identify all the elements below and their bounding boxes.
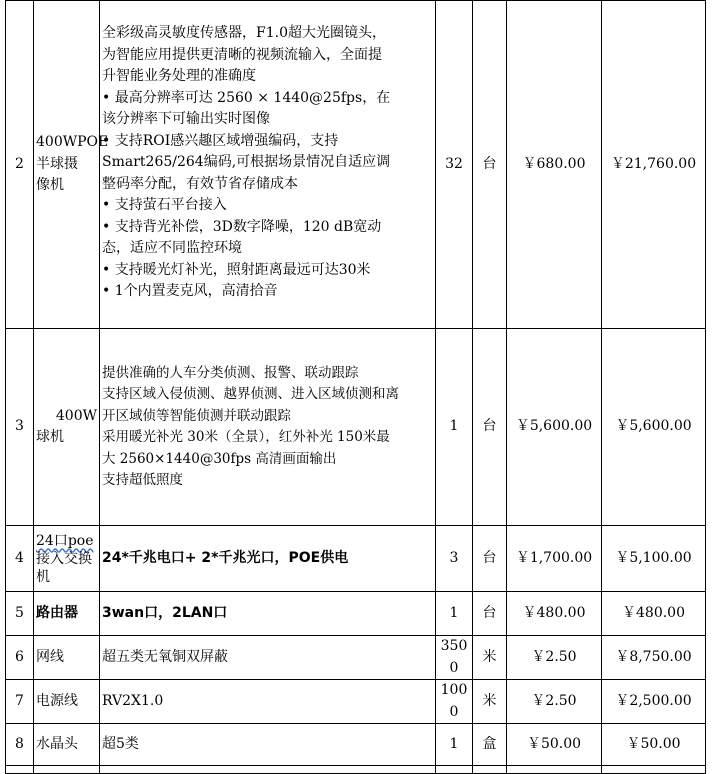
row-index: 5 — [6, 592, 34, 636]
item-unit-price: ￥680.00 — [507, 1, 602, 329]
spec-line: 大 2560×1440@30fps 高清画面输出 — [102, 450, 337, 467]
table-row — [6, 636, 706, 680]
item-qty: 3500 — [436, 636, 473, 680]
item-unit: 台 — [473, 526, 507, 592]
partial-cell — [436, 766, 473, 774]
spec-line: 采用暖光补光 30米（全景），红外补光 150米最 — [102, 429, 390, 445]
item-unit: 台 — [473, 1, 507, 329]
item-spec: 超五类无氧铜双屏蔽 — [100, 636, 436, 680]
spec-line: • 支持暖光灯补光，照射距离最远可达30米 — [102, 261, 371, 278]
table-row-partial — [6, 766, 706, 774]
item-name: 水晶头 — [34, 724, 100, 766]
table-row — [6, 526, 706, 592]
spec-line: 态，适应不同监控环境 — [102, 240, 242, 256]
item-qty: 32 — [436, 1, 473, 329]
item-qty: 1 — [436, 724, 473, 766]
row-index: 6 — [6, 636, 34, 680]
spec-line: • 支持萤石平台接入 — [102, 197, 227, 213]
partial-cell — [473, 766, 507, 774]
item-qty: 1000 — [436, 680, 473, 724]
item-unit: 台 — [473, 592, 507, 636]
spec-line: 全彩级高灵敏度传感器，F1.0超大光圈镜头， — [102, 25, 386, 41]
item-spec: 24*千兆电口+ 2*千兆光口，POE供电 — [100, 526, 436, 592]
partial-cell — [602, 766, 706, 774]
spec-line: 升智能业务处理的准确度 — [102, 68, 256, 84]
item-qty: 1 — [436, 329, 473, 526]
table-row — [6, 680, 706, 724]
item-qty: 1 — [436, 592, 473, 636]
item-total: ￥5,100.00 — [602, 526, 706, 592]
spec-line: 为智能应用提供更清晰的视频流输入，全面提 — [102, 46, 382, 63]
item-total: ￥2,500.00 — [602, 680, 706, 724]
item-unit-price: ￥2.50 — [507, 680, 602, 724]
table-row — [6, 329, 706, 526]
item-unit: 盒 — [473, 724, 507, 766]
item-name — [34, 329, 100, 526]
item-name-line: 半球摄 — [36, 155, 78, 172]
partial-cell — [507, 766, 602, 774]
item-unit-price: ￥50.00 — [507, 724, 602, 766]
item-spec: RV2X1.0 — [100, 680, 436, 724]
item-spec — [100, 329, 436, 526]
partial-cell — [34, 766, 100, 774]
item-unit-price: ￥2.50 — [507, 636, 602, 680]
table-row — [6, 1, 706, 329]
spec-line: 支持超低照度 — [102, 472, 183, 488]
spec-line: 提供准确的人车分类侦测、报警、联动跟踪 — [102, 364, 359, 381]
item-total: ￥21,760.00 — [602, 1, 706, 329]
spec-line: 该分辨率下可输出实时图像 — [102, 111, 270, 127]
spec-line: • 支持ROI感兴趣区域增强编码，支持 — [102, 132, 339, 149]
item-unit-price: ￥5,600.00 — [507, 329, 602, 526]
item-name: 电源线 — [34, 680, 100, 724]
item-name-line: 机 — [36, 568, 50, 585]
spec-line: Smart265/264编码,可根据场景情况自适应调 — [102, 154, 391, 170]
item-name-line: 球机 — [36, 429, 64, 445]
item-qty: 3 — [436, 526, 473, 592]
spec-line: • 1个内置麦克风，高清拾音 — [102, 283, 278, 299]
item-total: ￥8,750.00 — [602, 636, 706, 680]
item-unit: 米 — [473, 636, 507, 680]
partial-cell — [6, 766, 34, 774]
item-unit-price: ￥1,700.00 — [507, 526, 602, 592]
item-total: ￥5,600.00 — [602, 329, 706, 526]
item-name-line: 400W — [55, 407, 97, 424]
row-index: 7 — [6, 680, 34, 724]
item-name: 网线 — [34, 636, 100, 680]
item-name: 路由器 — [34, 592, 100, 636]
quote-table — [5, 0, 706, 774]
item-name-line: 接入交换 — [36, 550, 92, 567]
item-name — [34, 526, 100, 592]
item-name-line: 像机 — [36, 177, 64, 194]
table-row — [6, 592, 706, 636]
item-unit: 台 — [473, 329, 507, 526]
item-name — [34, 1, 109, 329]
item-spec — [100, 1, 436, 329]
item-spec: 3wan口，2LAN口 — [100, 592, 436, 636]
item-name-line: 24口poe — [36, 532, 94, 549]
spec-line: • 最高分辨率可达 2560 × 1440@25fps，在 — [102, 89, 391, 106]
spec-line: 整码率分配，有效节省存储成本 — [102, 175, 298, 192]
spec-line: 支持区域入侵侦测、越界侦测、进入区域侦测和离 — [102, 386, 399, 402]
row-index: 4 — [6, 526, 34, 592]
item-total: ￥50.00 — [602, 724, 706, 766]
row-index: 2 — [6, 1, 34, 329]
item-spec: 超5类 — [100, 724, 436, 766]
item-unit: 米 — [473, 680, 507, 724]
spec-line: • 支持背光补偿，3D数字降噪，120 dB宽动 — [102, 218, 382, 235]
row-index: 3 — [6, 329, 34, 526]
partial-cell — [100, 766, 436, 774]
item-unit-price: ￥480.00 — [507, 592, 602, 636]
item-total: ￥480.00 — [602, 592, 706, 636]
item-name-line: 400WPOE — [36, 134, 109, 151]
table-row — [6, 724, 706, 766]
spec-line: 开区域侦等智能侦测并联动跟踪 — [102, 407, 291, 424]
row-index: 8 — [6, 724, 34, 766]
